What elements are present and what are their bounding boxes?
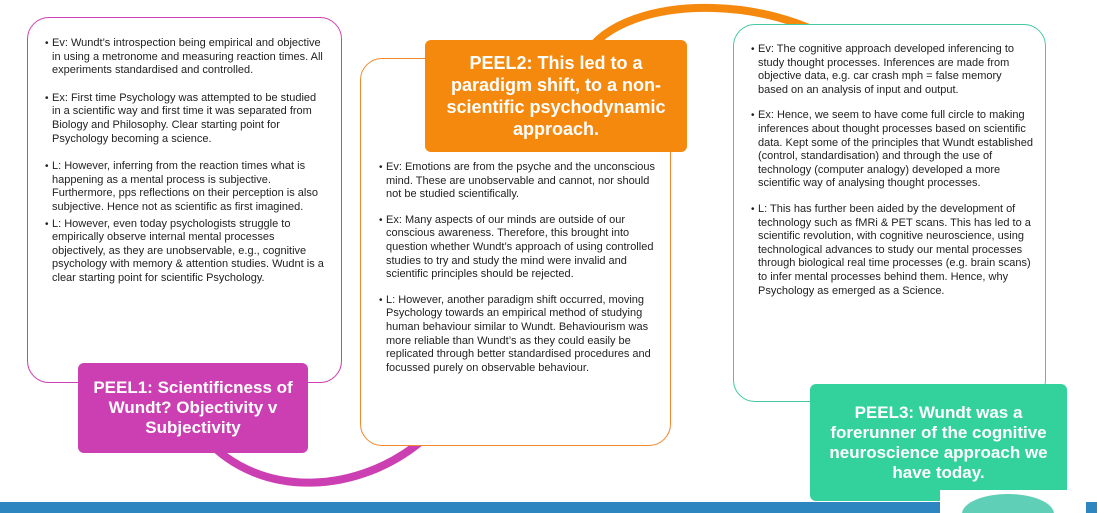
peel1-point-evidence: • Ev: Wundt’s introspection being empirical and objective in using a metronome and measuring reaction times. All experiments standardised and controlled. [46,37,324,78]
cloud-decoration [940,490,1086,513]
peel2-point-explain: • Ex: Many aspects of our minds are outside of our conscious awareness. Therefore, this brought into question whether Wundt’s approach of using controlled studies to try and study the mind were invalid and scientific principles should be rejected. [380,214,658,282]
peel1-card [27,17,342,383]
peel3-card [733,24,1046,402]
cloud-shape [962,494,1054,513]
peel2-point-evidence: • Ev: Emotions are from the psyche and the unconscious mind. These are unobservable and cannot, nor should not be studied scientifically. [380,161,658,202]
footer-bar [0,502,1097,513]
peel1-point-link-2: • L: However, even today psychologists struggle to empirically observe internal mental processes objectively, as they are unobservable, e.g., cognitive psychology with memory & attention studies. Wudnt is a clear starting point for scientific Psychology. [46,218,324,286]
peel1-point-link-1: • L: However, inferring from the reaction times what is happening as a mental process is subjective. Furthermore, pps reflections on their perception is also subjective. Hence not as scientific as first imagined. [46,160,324,214]
peel3-point-link: • L: This has further been aided by the development of technology such as fMRi & PET scans. This has led to a scientific revolution, with cognitive neuroscience, using technological advances to study our mental processes through biological real time processes (e.g. brain scans) to infer mental processes behind them. Hence, why Psychology as emerged as a Science. [752,203,1034,298]
peel1-point-explain: • Ex: First time Psychology was attempted to be studied in a scientific way and first time it was separated from Biology and Philosophy. Clear starting point for Psychology becoming a science. [46,92,324,146]
peel2-point-link: • L: However, another paradigm shift occurred, moving Psychology towards an empirical method of studying human behaviour similar to Wundt. Behaviourism was more reliable than Wundt’s as they could easily be replicated through better standardised procedures and focussed purely on observable behaviour. [380,294,658,376]
peel3-title: PEEL3: Wundt was a forerunner of the cognitive neuroscience approach we have today. [810,384,1067,501]
peel2-title: PEEL2: This led to a paradigm shift, to a non-scientific psychodynamic approach. [425,40,687,152]
peel3-point-explain: • Ex: Hence, we seem to have come full circle to making inferences about thought processes based on scientific data. Kept some of the principles that Wundt established (control, standardisation) and through the use of technology (computer analogy) developed a more scientific way of analysing thought processes. [752,109,1034,191]
peel3-points [752,43,1034,310]
peel1-title: PEEL1: Scientificness of Wundt? Objectivity v Subjectivity [78,363,308,453]
peel1-points [46,37,324,300]
peel2-points [380,161,658,387]
peel3-point-evidence: • Ev: The cognitive approach developed inferencing to study thought processes. Inferences are made from objective data, e.g. car crash mph = false memory based on an analysis of input and output. [752,43,1034,97]
